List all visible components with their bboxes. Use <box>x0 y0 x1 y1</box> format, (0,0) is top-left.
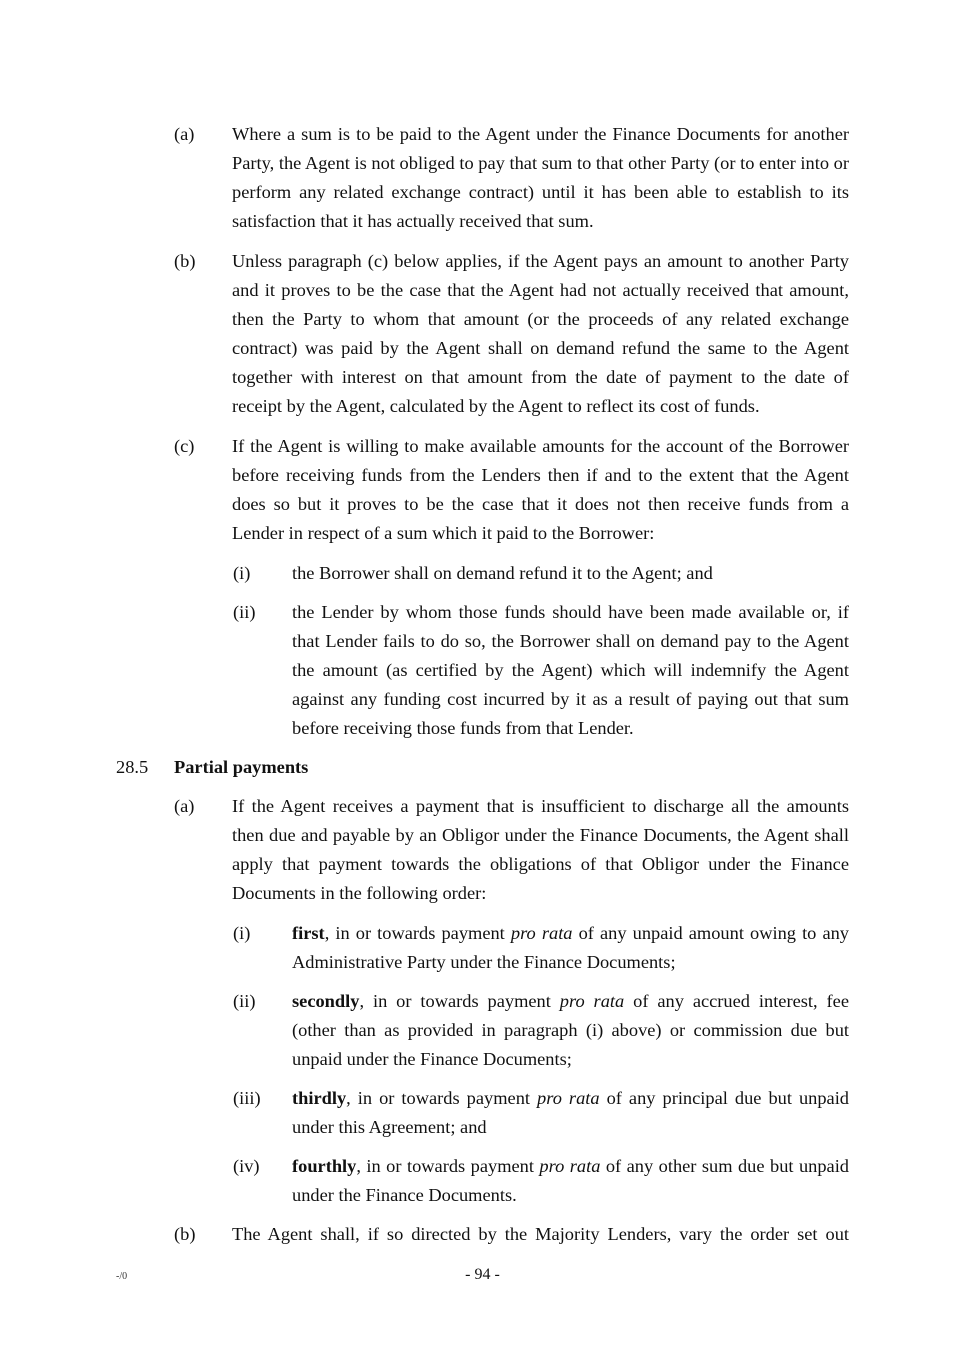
order-pro-rata: pro rata <box>537 1088 600 1108</box>
order-pro-rata: pro rata <box>510 923 573 943</box>
order-label-i: (i) <box>233 923 251 943</box>
partial-text-b: The Agent shall, if so directed by the Majority Lenders, vary the order set out <box>232 1224 849 1244</box>
order-text-iv <box>292 1152 849 1210</box>
clause-text-c: If the Agent is willing to make available amounts for the account of the Borrower before receiving funds from the Lenders then if and to the extent that the Agent does so but it proves to be the case that it does not then receive funds from a Lender in respect of a sum which it paid to the Borrower: <box>232 436 849 543</box>
subclause-text-c-i: the Borrower shall on demand refund it to the Agent; and <box>292 563 713 583</box>
subclause-text-c-ii: the Lender by whom those funds should have been made available or, if that Lender fails to do so, the Borrower shall on demand pay to the Agent the amount (as certified by the Agent) which will indemnify the Agent against any funding cost incurred by it as a result of paying out that sum before receiving those funds from that Lender. <box>292 602 849 738</box>
partial-label-a: (a) <box>174 796 195 816</box>
partial-label-b: (b) <box>174 1224 196 1244</box>
clause-label-b: (b) <box>174 251 196 271</box>
clause-text-b: Unless paragraph (c) below applies, if the Agent pays an amount to another Party and it proves to be the case that the Agent had not actually received that amount, then the Party to whom that amount (or the proceeds of any related exchange contract) was paid by the Agent shall on demand refund the same to the Agent together with interest on that amount from the date of payment to the date of receipt by the Agent, calculated by the Agent to reflect its cost of funds. <box>232 251 849 416</box>
footer-reference: -/0 <box>116 1271 128 1282</box>
order-keyword: secondly <box>292 991 360 1011</box>
page-number: - 94 - <box>465 1266 500 1283</box>
order-label-ii: (ii) <box>233 991 256 1011</box>
order-mid: , in or towards payment <box>356 1156 540 1176</box>
order-keyword: thirdly <box>292 1088 347 1108</box>
order-rest: of any principal due but unpaid under this Agreement; and <box>292 1088 850 1137</box>
section-number: 28.5 <box>116 757 149 777</box>
order-rest: of any other sum due but unpaid under the Finance Documents. <box>292 1156 850 1205</box>
order-rest: of any accrued interest, fee (other than as provided in paragraph (i) above) or commission due but unpaid under the Finance Documents; <box>292 991 849 1069</box>
order-mid: , in or towards payment <box>359 991 560 1011</box>
order-mid: , in or towards payment <box>346 1088 538 1108</box>
clause-label-c: (c) <box>174 436 195 456</box>
order-label-iii: (iii) <box>233 1088 261 1108</box>
order-rest: of any unpaid amount owing to any Administrative Party under the Finance Documents; <box>292 923 850 972</box>
order-keyword: fourthly <box>292 1156 357 1176</box>
section-title: Partial payments <box>174 757 309 777</box>
clause-label-a: (a) <box>174 124 195 144</box>
order-text-ii <box>292 987 849 1074</box>
order-mid: , in or towards payment <box>324 923 511 943</box>
order-pro-rata: pro rata <box>539 1156 601 1176</box>
subclause-label-c-i: (i) <box>233 563 251 583</box>
order-text-i <box>292 919 849 977</box>
order-pro-rata: pro rata <box>559 991 625 1011</box>
subclause-label-c-ii: (ii) <box>233 602 256 622</box>
order-text-iii <box>292 1084 849 1142</box>
clause-text-a: Where a sum is to be paid to the Agent under the Finance Documents for another Party, the Agent is not obliged to pay that sum to that other Party (or to enter into or perform any related exchange contract) until it has been able to establish to its satisfaction that it has actually received that sum. <box>232 124 849 231</box>
order-keyword: first <box>292 923 325 943</box>
partial-text-a: If the Agent receives a payment that is insufficient to discharge all the amounts then due and payable by an Obligor under the Finance Documents, the Agent shall apply that payment towards the obligations of that Obligor under the Finance Documents in the following order: <box>232 796 849 903</box>
order-label-iv: (iv) <box>233 1156 260 1176</box>
